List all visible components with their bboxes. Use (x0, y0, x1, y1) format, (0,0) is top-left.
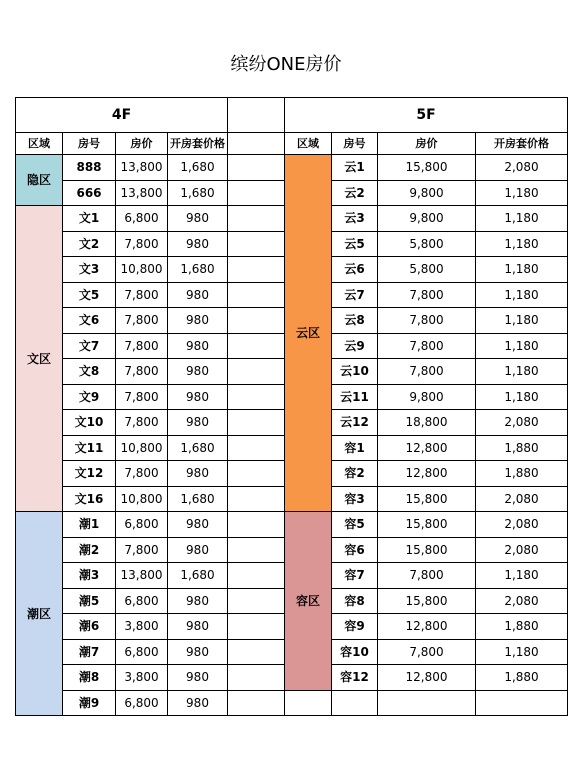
room-price: 7,800 (378, 282, 476, 308)
room-number: 潮1 (63, 512, 116, 538)
package-price: 1,880 (476, 665, 568, 691)
room-number: 云12 (332, 410, 378, 436)
package-price: 1,680 (168, 180, 228, 206)
room-price: 7,800 (116, 537, 168, 563)
room-price: 15,800 (378, 588, 476, 614)
room-number: 文9 (63, 384, 116, 410)
room-number: 文7 (63, 333, 116, 359)
room-number: 容6 (332, 537, 378, 563)
package-price: 980 (168, 359, 228, 385)
room-price: 7,800 (116, 308, 168, 334)
room-price: 7,800 (116, 333, 168, 359)
room-price: 9,800 (378, 384, 476, 410)
package-price: 980 (168, 282, 228, 308)
package-price: 980 (168, 384, 228, 410)
room-price: 12,800 (378, 435, 476, 461)
room-number: 容12 (332, 665, 378, 691)
spacer-cell (228, 588, 285, 614)
room-price: 7,800 (378, 563, 476, 589)
package-price: 1,180 (476, 359, 568, 385)
spacer-cell (228, 614, 285, 640)
floor-header-4f: 4F (16, 98, 228, 133)
package-price: 1,180 (476, 384, 568, 410)
package-price: 1,680 (168, 486, 228, 512)
room-number: 文5 (63, 282, 116, 308)
room-number: 文16 (63, 486, 116, 512)
room-number: 文8 (63, 359, 116, 385)
spacer-cell (228, 512, 285, 538)
package-price: 2,080 (476, 410, 568, 436)
spacer-cell (228, 563, 285, 589)
spacer-cell (228, 435, 285, 461)
spacer-cell (228, 155, 285, 181)
package-price: 980 (168, 206, 228, 232)
room-price: 7,800 (116, 231, 168, 257)
empty-cell (285, 690, 332, 716)
empty-cell (476, 690, 568, 716)
spacer-cell (228, 308, 285, 334)
package-price: 1,880 (476, 614, 568, 640)
column-header-package: 开房套价格 (476, 133, 568, 155)
package-price: 980 (168, 461, 228, 487)
room-number: 容9 (332, 614, 378, 640)
empty-cell (332, 690, 378, 716)
room-number: 潮2 (63, 537, 116, 563)
room-price: 3,800 (116, 665, 168, 691)
room-number: 潮6 (63, 614, 116, 640)
room-number: 云2 (332, 180, 378, 206)
room-price: 7,800 (378, 639, 476, 665)
floor-header-5f: 5F (285, 98, 568, 133)
room-price: 15,800 (378, 155, 476, 181)
room-price: 7,800 (116, 282, 168, 308)
room-number: 容3 (332, 486, 378, 512)
package-price: 980 (168, 588, 228, 614)
page-title: 缤纷ONE房价 (230, 54, 342, 75)
room-price: 7,800 (116, 461, 168, 487)
room-number: 文2 (63, 231, 116, 257)
room-number: 文3 (63, 257, 116, 283)
column-header-room: 房号 (332, 133, 378, 155)
column-header-room: 房号 (63, 133, 116, 155)
package-price: 980 (168, 639, 228, 665)
room-number: 云6 (332, 257, 378, 283)
spacer-cell (228, 98, 285, 133)
package-price: 1,180 (476, 333, 568, 359)
room-number: 容5 (332, 512, 378, 538)
room-number: 潮8 (63, 665, 116, 691)
spacer-cell (228, 384, 285, 410)
room-number: 容7 (332, 563, 378, 589)
room-number: 容1 (332, 435, 378, 461)
spacer-cell (228, 486, 285, 512)
spacer-cell (228, 133, 285, 155)
zone-cell: 潮区 (16, 512, 63, 716)
room-number: 云7 (332, 282, 378, 308)
room-price: 7,800 (116, 384, 168, 410)
spacer-cell (228, 257, 285, 283)
room-price: 12,800 (378, 614, 476, 640)
spacer-cell (228, 333, 285, 359)
package-price: 1,180 (476, 257, 568, 283)
package-price: 1,680 (168, 435, 228, 461)
room-number: 文12 (63, 461, 116, 487)
room-price: 7,800 (116, 359, 168, 385)
room-price: 15,800 (378, 512, 476, 538)
table-row (16, 690, 568, 716)
room-price: 3,800 (116, 614, 168, 640)
room-price: 13,800 (116, 180, 168, 206)
room-price: 6,800 (116, 512, 168, 538)
package-price: 1,680 (168, 563, 228, 589)
room-price: 18,800 (378, 410, 476, 436)
package-price: 1,180 (476, 308, 568, 334)
room-number: 云1 (332, 155, 378, 181)
column-header-package: 开房套价格 (168, 133, 228, 155)
package-price: 980 (168, 512, 228, 538)
room-number: 潮3 (63, 563, 116, 589)
zone-cell: 云区 (285, 155, 332, 512)
room-price: 7,800 (116, 410, 168, 436)
table-row (16, 155, 568, 181)
spacer-cell (228, 282, 285, 308)
package-price: 1,180 (476, 231, 568, 257)
package-price: 980 (168, 537, 228, 563)
room-price: 10,800 (116, 486, 168, 512)
room-price: 7,800 (378, 308, 476, 334)
room-price: 6,800 (116, 690, 168, 716)
column-header-zone: 区域 (16, 133, 63, 155)
package-price: 2,080 (476, 512, 568, 538)
package-price: 1,180 (476, 282, 568, 308)
zone-cell: 文区 (16, 206, 63, 512)
package-price: 2,080 (476, 537, 568, 563)
spacer-cell (228, 206, 285, 232)
room-number: 云10 (332, 359, 378, 385)
room-price: 9,800 (378, 180, 476, 206)
package-price: 980 (168, 614, 228, 640)
room-price: 6,800 (116, 639, 168, 665)
package-price: 980 (168, 665, 228, 691)
spacer-cell (228, 639, 285, 665)
room-price: 6,800 (116, 588, 168, 614)
room-number: 文10 (63, 410, 116, 436)
room-number: 潮9 (63, 690, 116, 716)
spacer-cell (228, 690, 285, 716)
package-price: 980 (168, 333, 228, 359)
package-price: 1,680 (168, 155, 228, 181)
zone-cell: 隐区 (16, 155, 63, 206)
package-price: 1,180 (476, 639, 568, 665)
package-price: 980 (168, 231, 228, 257)
package-price: 1,180 (476, 180, 568, 206)
room-price: 12,800 (378, 665, 476, 691)
package-price: 1,180 (476, 206, 568, 232)
column-header-zone: 区域 (285, 133, 332, 155)
room-price: 13,800 (116, 563, 168, 589)
room-number: 文11 (63, 435, 116, 461)
room-number: 云5 (332, 231, 378, 257)
room-price: 5,800 (378, 257, 476, 283)
spacer-cell (228, 665, 285, 691)
price-table (15, 97, 568, 716)
room-price: 12,800 (378, 461, 476, 487)
room-number: 文1 (63, 206, 116, 232)
spacer-cell (228, 231, 285, 257)
room-number: 容2 (332, 461, 378, 487)
room-number: 云8 (332, 308, 378, 334)
spacer-cell (228, 537, 285, 563)
package-price: 2,080 (476, 588, 568, 614)
spacer-cell (228, 180, 285, 206)
package-price: 980 (168, 410, 228, 436)
room-number: 容8 (332, 588, 378, 614)
package-price: 1,880 (476, 435, 568, 461)
room-number: 云11 (332, 384, 378, 410)
room-price: 5,800 (378, 231, 476, 257)
package-price: 1,880 (476, 461, 568, 487)
package-price: 1,680 (168, 257, 228, 283)
spacer-cell (228, 461, 285, 487)
room-number: 888 (63, 155, 116, 181)
zone-cell: 容区 (285, 512, 332, 691)
room-number: 文6 (63, 308, 116, 334)
room-price: 10,800 (116, 435, 168, 461)
room-price: 7,800 (378, 333, 476, 359)
room-price: 10,800 (116, 257, 168, 283)
spacer-cell (228, 410, 285, 436)
package-price: 980 (168, 308, 228, 334)
column-header-price: 房价 (116, 133, 168, 155)
room-number: 云3 (332, 206, 378, 232)
empty-cell (378, 690, 476, 716)
package-price: 2,080 (476, 155, 568, 181)
room-price: 15,800 (378, 537, 476, 563)
room-number: 云9 (332, 333, 378, 359)
package-price: 980 (168, 690, 228, 716)
table-row (16, 512, 568, 538)
room-price: 7,800 (378, 359, 476, 385)
room-price: 15,800 (378, 486, 476, 512)
room-number: 潮7 (63, 639, 116, 665)
room-price: 6,800 (116, 206, 168, 232)
package-price: 1,180 (476, 563, 568, 589)
room-number: 容10 (332, 639, 378, 665)
package-price: 2,080 (476, 486, 568, 512)
spacer-cell (228, 359, 285, 385)
room-number: 666 (63, 180, 116, 206)
room-price: 13,800 (116, 155, 168, 181)
room-number: 潮5 (63, 588, 116, 614)
column-header-price: 房价 (378, 133, 476, 155)
room-price: 9,800 (378, 206, 476, 232)
